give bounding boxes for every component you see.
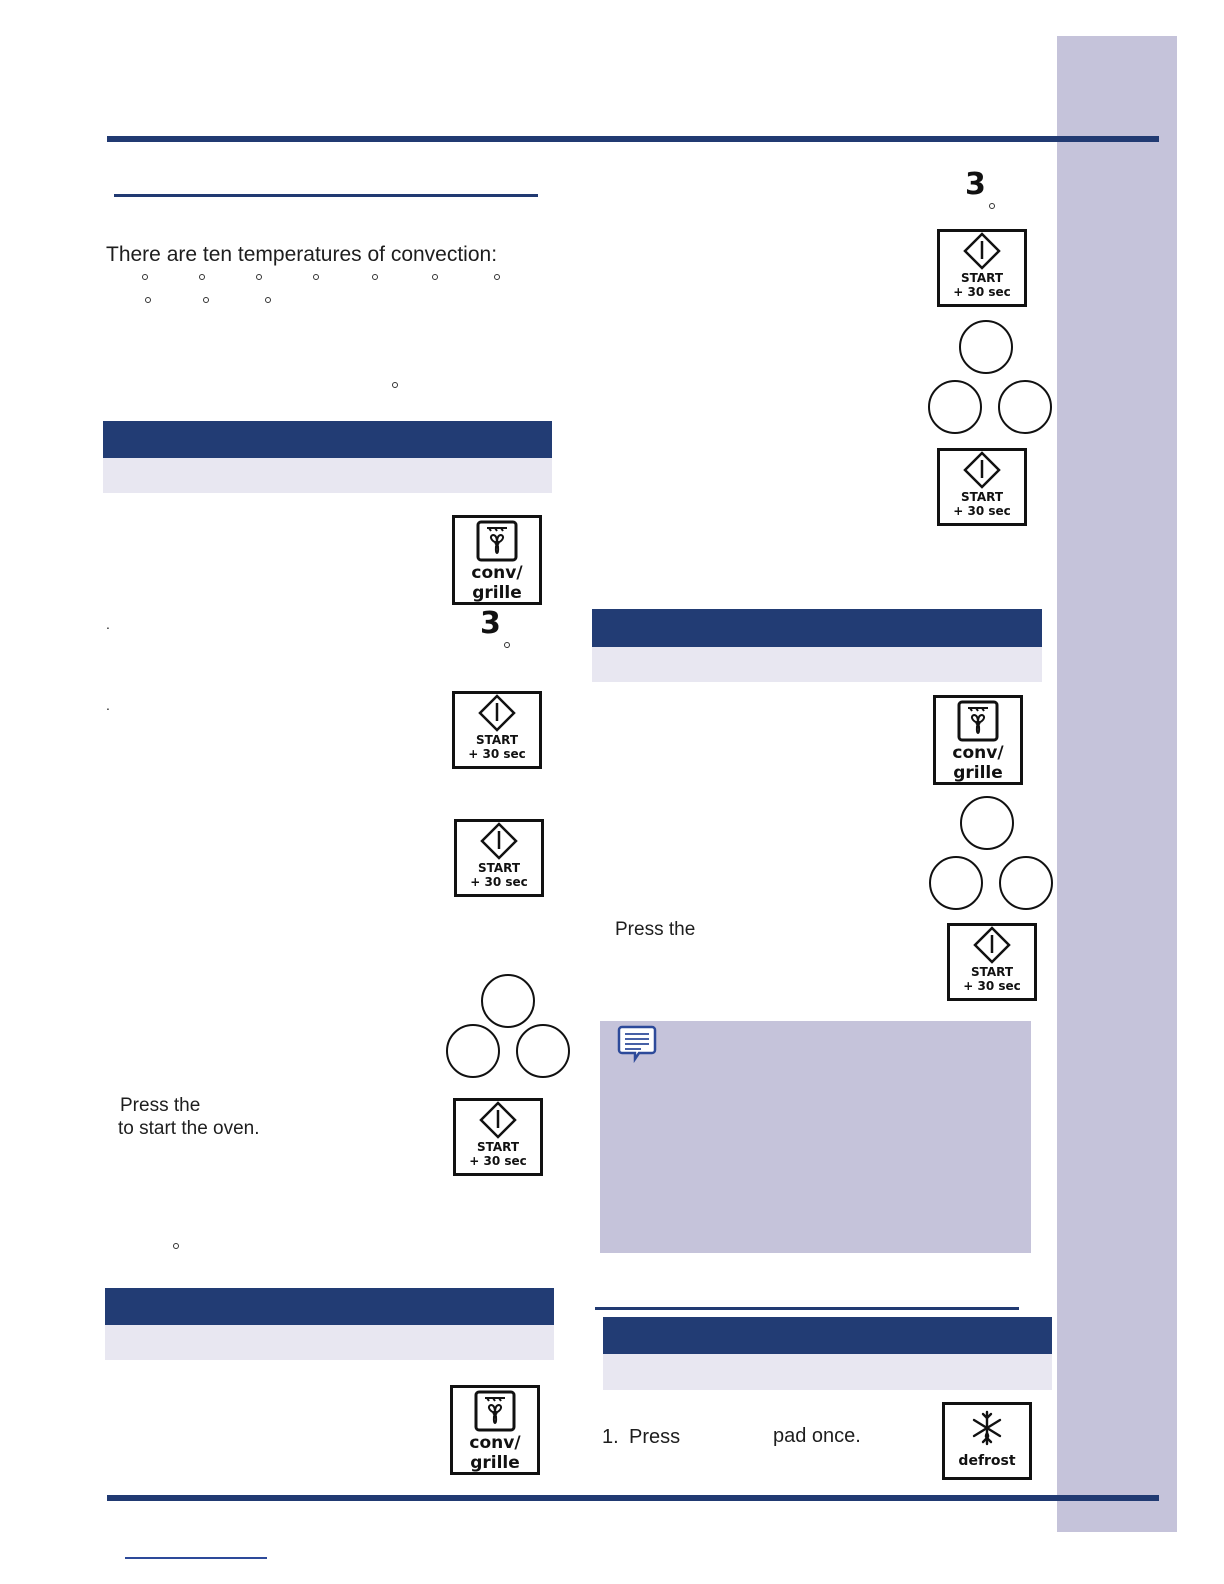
start-sublabel: + 30 sec [468,747,526,761]
degree-mark [256,274,262,280]
conv-pad-label-1: conv/ [952,743,1004,763]
start-diamond-icon [972,926,1012,964]
display-digit: 3 [965,167,986,202]
start-diamond-icon [478,1101,518,1139]
start-diamond-icon [477,694,517,732]
section-subheader-bar [103,458,552,493]
number-pad-key[interactable] [959,320,1013,374]
note-icon [617,1023,657,1063]
convection-intro: There are ten temperatures of convection: [106,243,498,266]
conv-fan-icon [473,1389,517,1433]
conv-pad-label-2: grille [470,1453,520,1473]
number-pad-key[interactable] [481,974,535,1028]
degree-mark [203,297,209,303]
start-label: START [960,271,1004,285]
degree-mark [989,203,995,209]
defrost-pad-once-text: pad once. [773,1425,861,1447]
press-the-text: Press the [615,919,696,940]
start-pad[interactable] [937,448,1027,526]
degree-mark [145,297,151,303]
start-pad[interactable] [453,1098,543,1176]
section-subheader-bar [592,647,1042,682]
defrost-label: defrost [958,1453,1016,1469]
start-diamond-icon [962,451,1002,489]
display-digit: 3 [480,606,501,641]
press-the-text: Press the [120,1095,201,1116]
degree-mark [432,274,438,280]
degree-mark [372,274,378,280]
degree-mark [265,297,271,303]
defrost-press-text: Press [629,1426,681,1448]
start-diamond-icon [962,232,1002,270]
bottom-rule [107,1495,1159,1501]
conv-fan-icon [956,699,1000,743]
start-oven-text: to start the oven. [118,1118,260,1139]
defrost-step-number: 1. [602,1426,619,1448]
degree-mark [392,382,398,388]
conv-pad-label-2: grille [953,763,1003,783]
number-pad-key[interactable] [998,380,1052,434]
start-sublabel: + 30 sec [953,285,1011,299]
conv-grille-pad[interactable] [452,515,542,605]
conv-pad-label-1: conv/ [471,563,523,583]
section-header-bar [105,1288,554,1325]
section-header-bar [603,1317,1052,1354]
start-pad[interactable] [937,229,1027,307]
start-label: START [476,1140,520,1154]
page-side-tab [1057,36,1177,1532]
top-rule [107,136,1159,142]
conv-pad-label-1: conv/ [469,1433,521,1453]
start-label: START [477,861,521,875]
conv-grille-pad[interactable] [933,695,1023,785]
right-section-underline [595,1307,1019,1310]
step-dot: . [106,616,110,632]
start-sublabel: + 30 sec [470,875,528,889]
start-pad[interactable] [947,923,1037,1001]
number-pad-key[interactable] [928,380,982,434]
number-pad-key[interactable] [446,1024,500,1078]
start-diamond-icon [479,822,519,860]
footer-link-underline [125,1557,267,1559]
degree-mark [494,274,500,280]
left-section-underline [114,194,538,197]
start-sublabel: + 30 sec [953,504,1011,518]
start-pad[interactable] [452,691,542,769]
defrost-pad[interactable] [942,1402,1032,1480]
start-label: START [475,733,519,747]
degree-mark [199,274,205,280]
degree-mark [173,1243,179,1249]
start-pad[interactable] [454,819,544,897]
degree-mark [313,274,319,280]
start-sublabel: + 30 sec [469,1154,527,1168]
number-pad-key[interactable] [999,856,1053,910]
number-pad-key[interactable] [516,1024,570,1078]
section-subheader-bar [105,1325,554,1360]
number-pad-key[interactable] [929,856,983,910]
conv-fan-icon [475,519,519,563]
start-sublabel: + 30 sec [963,979,1021,993]
note-box [600,1021,1031,1253]
step-dot: . [106,697,110,713]
section-header-bar [103,421,552,458]
section-subheader-bar [603,1354,1052,1390]
start-label: START [970,965,1014,979]
start-label: START [960,490,1004,504]
number-pad-key[interactable] [960,796,1014,850]
degree-mark [504,642,510,648]
degree-mark [142,274,148,280]
snowflake-icon [970,1409,1004,1447]
section-header-bar [592,609,1042,647]
conv-pad-label-2: grille [472,583,522,603]
conv-grille-pad[interactable] [450,1385,540,1475]
